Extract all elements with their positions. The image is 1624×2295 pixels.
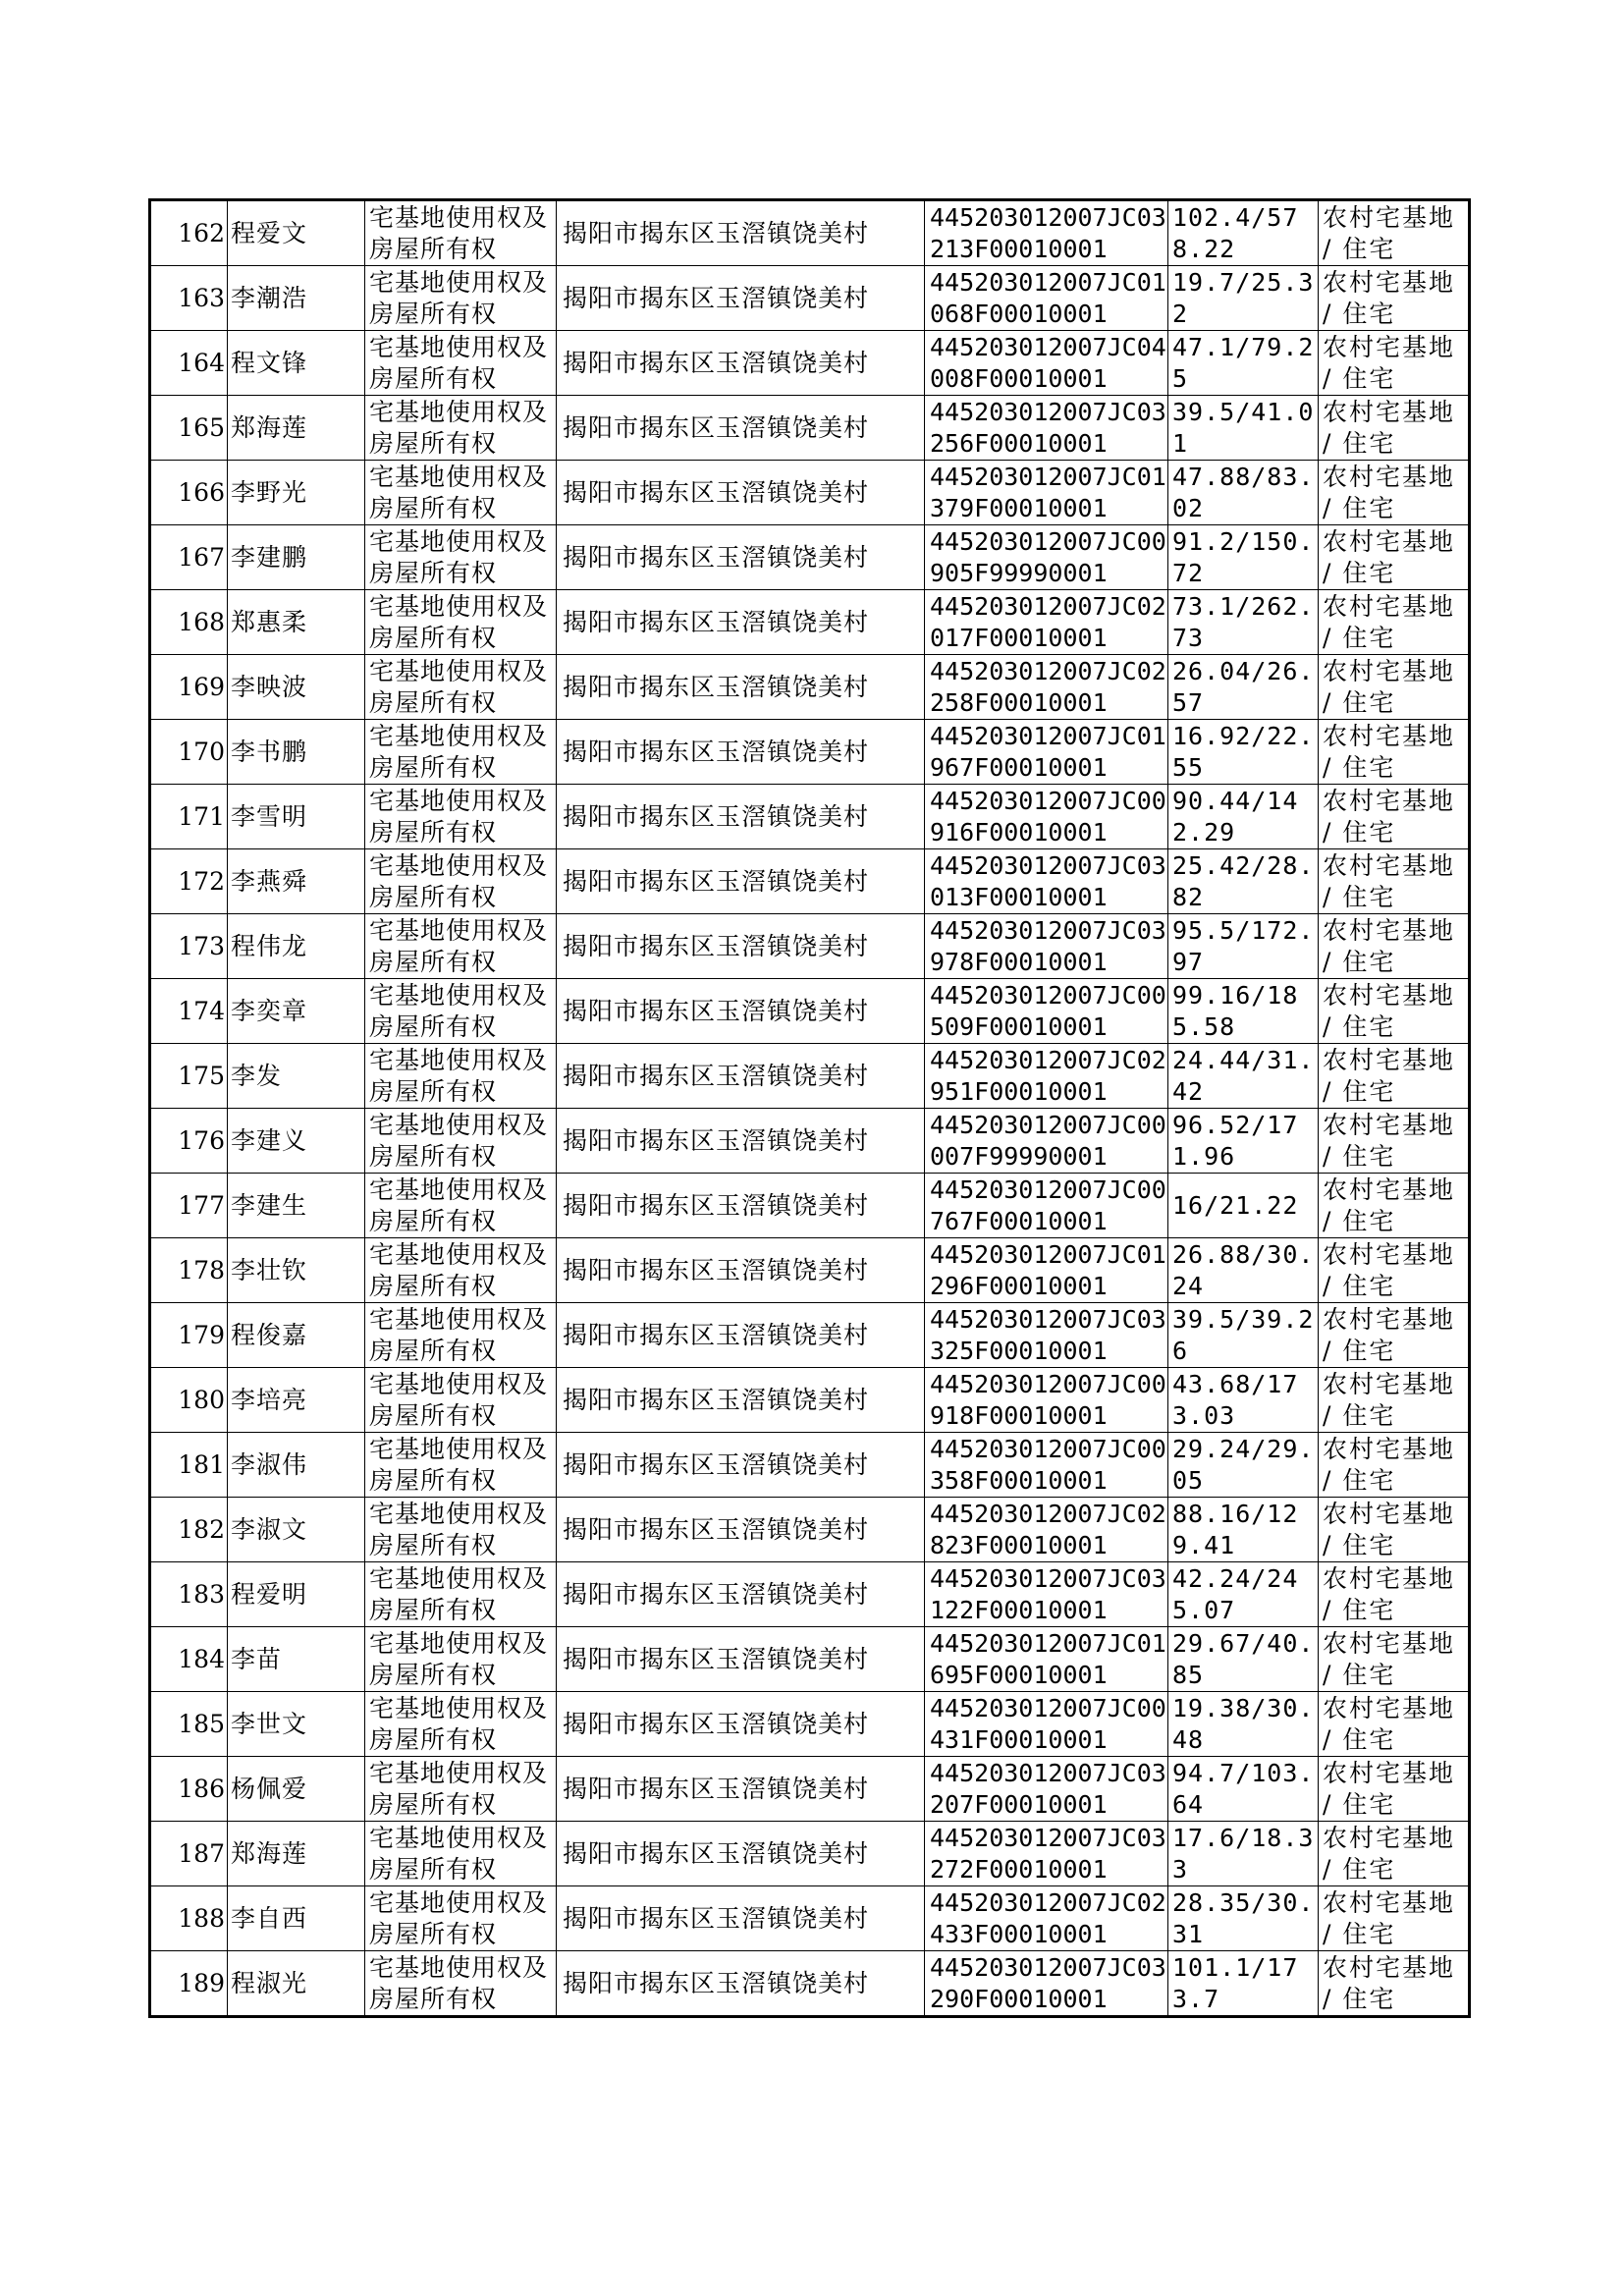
table-row [150, 1498, 1470, 1562]
owner-name-cell: 李培亮 [228, 1368, 365, 1433]
unit-code-cell: 445203012007JC03978F00010001 [925, 914, 1168, 979]
unit-code-cell: 445203012007JC03256F00010001 [925, 396, 1168, 461]
right-type-cell: 宅基地使用权及房屋所有权 [365, 785, 557, 849]
right-type-cell: 宅基地使用权及房屋所有权 [365, 1886, 557, 1951]
land-use-cell: 农村宅基地 / 住宅 [1319, 1044, 1470, 1109]
unit-code-cell: 445203012007JC02823F00010001 [925, 1498, 1168, 1562]
row-number-cell: 162 [150, 200, 228, 266]
table-row [150, 849, 1470, 914]
right-type-cell: 宅基地使用权及房屋所有权 [365, 266, 557, 331]
owner-name-cell: 李自西 [228, 1886, 365, 1951]
land-use-cell: 农村宅基地 / 住宅 [1319, 331, 1470, 396]
right-type-cell: 宅基地使用权及房屋所有权 [365, 461, 557, 525]
right-type-cell: 宅基地使用权及房屋所有权 [365, 1303, 557, 1368]
land-use-cell: 农村宅基地 / 住宅 [1319, 266, 1470, 331]
area-value-cell: 90.44/142.29 [1168, 785, 1319, 849]
area-value-cell: 25.42/28.82 [1168, 849, 1319, 914]
row-number-cell: 166 [150, 461, 228, 525]
owner-name-cell: 程俊嘉 [228, 1303, 365, 1368]
owner-name-cell: 李壮钦 [228, 1238, 365, 1303]
property-location-cell: 揭阳市揭东区玉滘镇饶美村 [557, 266, 925, 331]
row-number-cell: 189 [150, 1951, 228, 2017]
property-location-cell: 揭阳市揭东区玉滘镇饶美村 [557, 1822, 925, 1886]
unit-code-cell: 445203012007JC02258F00010001 [925, 655, 1168, 720]
right-type-cell: 宅基地使用权及房屋所有权 [365, 720, 557, 785]
land-use-cell: 农村宅基地 / 住宅 [1319, 1692, 1470, 1757]
land-use-cell: 农村宅基地 / 住宅 [1319, 1562, 1470, 1627]
row-number-cell: 183 [150, 1562, 228, 1627]
right-type-cell: 宅基地使用权及房屋所有权 [365, 525, 557, 590]
area-value-cell: 47.88/83.02 [1168, 461, 1319, 525]
unit-code-cell: 445203012007JC02017F00010001 [925, 590, 1168, 655]
table-row [150, 266, 1470, 331]
land-use-cell: 农村宅基地 / 住宅 [1319, 1822, 1470, 1886]
table-row [150, 1951, 1470, 2017]
land-use-cell: 农村宅基地 / 住宅 [1319, 525, 1470, 590]
table-row [150, 396, 1470, 461]
table-row [150, 785, 1470, 849]
area-value-cell: 16/21.22 [1168, 1174, 1319, 1238]
right-type-cell: 宅基地使用权及房屋所有权 [365, 1627, 557, 1692]
registry-table-body [150, 200, 1470, 2017]
area-value-cell: 29.67/40.85 [1168, 1627, 1319, 1692]
row-number-cell: 184 [150, 1627, 228, 1692]
unit-code-cell: 445203012007JC03207F00010001 [925, 1757, 1168, 1822]
land-use-cell: 农村宅基地 / 住宅 [1319, 461, 1470, 525]
property-location-cell: 揭阳市揭东区玉滘镇饶美村 [557, 1238, 925, 1303]
unit-code-cell: 445203012007JC00007F99990001 [925, 1109, 1168, 1174]
property-location-cell: 揭阳市揭东区玉滘镇饶美村 [557, 1886, 925, 1951]
property-location-cell: 揭阳市揭东区玉滘镇饶美村 [557, 396, 925, 461]
row-number-cell: 171 [150, 785, 228, 849]
area-value-cell: 94.7/103.64 [1168, 1757, 1319, 1822]
right-type-cell: 宅基地使用权及房屋所有权 [365, 1757, 557, 1822]
property-location-cell: 揭阳市揭东区玉滘镇饶美村 [557, 914, 925, 979]
owner-name-cell: 李燕舜 [228, 849, 365, 914]
row-number-cell: 179 [150, 1303, 228, 1368]
unit-code-cell: 445203012007JC00431F00010001 [925, 1692, 1168, 1757]
property-location-cell: 揭阳市揭东区玉滘镇饶美村 [557, 331, 925, 396]
right-type-cell: 宅基地使用权及房屋所有权 [365, 200, 557, 266]
table-row [150, 1433, 1470, 1498]
property-location-cell: 揭阳市揭东区玉滘镇饶美村 [557, 1303, 925, 1368]
land-use-cell: 农村宅基地 / 住宅 [1319, 590, 1470, 655]
table-row [150, 914, 1470, 979]
right-type-cell: 宅基地使用权及房屋所有权 [365, 396, 557, 461]
area-value-cell: 73.1/262.73 [1168, 590, 1319, 655]
unit-code-cell: 445203012007JC03272F00010001 [925, 1822, 1168, 1886]
area-value-cell: 91.2/150.72 [1168, 525, 1319, 590]
table-row [150, 525, 1470, 590]
row-number-cell: 175 [150, 1044, 228, 1109]
row-number-cell: 180 [150, 1368, 228, 1433]
unit-code-cell: 445203012007JC02951F00010001 [925, 1044, 1168, 1109]
land-use-cell: 农村宅基地 / 住宅 [1319, 720, 1470, 785]
row-number-cell: 165 [150, 396, 228, 461]
row-number-cell: 187 [150, 1822, 228, 1886]
owner-name-cell: 程文锋 [228, 331, 365, 396]
right-type-cell: 宅基地使用权及房屋所有权 [365, 1174, 557, 1238]
land-use-cell: 农村宅基地 / 住宅 [1319, 396, 1470, 461]
land-use-cell: 农村宅基地 / 住宅 [1319, 200, 1470, 266]
right-type-cell: 宅基地使用权及房屋所有权 [365, 979, 557, 1044]
row-number-cell: 176 [150, 1109, 228, 1174]
owner-name-cell: 杨佩爱 [228, 1757, 365, 1822]
property-location-cell: 揭阳市揭东区玉滘镇饶美村 [557, 1368, 925, 1433]
property-location-cell: 揭阳市揭东区玉滘镇饶美村 [557, 1433, 925, 1498]
area-value-cell: 88.16/129.41 [1168, 1498, 1319, 1562]
property-location-cell: 揭阳市揭东区玉滘镇饶美村 [557, 1174, 925, 1238]
owner-name-cell: 李潮浩 [228, 266, 365, 331]
row-number-cell: 164 [150, 331, 228, 396]
registry-table [148, 198, 1471, 2018]
area-value-cell: 26.88/30.24 [1168, 1238, 1319, 1303]
property-location-cell: 揭阳市揭东区玉滘镇饶美村 [557, 590, 925, 655]
row-number-cell: 168 [150, 590, 228, 655]
land-use-cell: 农村宅基地 / 住宅 [1319, 655, 1470, 720]
row-number-cell: 181 [150, 1433, 228, 1498]
table-row [150, 590, 1470, 655]
row-number-cell: 177 [150, 1174, 228, 1238]
area-value-cell: 29.24/29.05 [1168, 1433, 1319, 1498]
right-type-cell: 宅基地使用权及房屋所有权 [365, 1368, 557, 1433]
row-number-cell: 185 [150, 1692, 228, 1757]
table-row [150, 1757, 1470, 1822]
table-row [150, 1822, 1470, 1886]
property-location-cell: 揭阳市揭东区玉滘镇饶美村 [557, 1562, 925, 1627]
area-value-cell: 39.5/41.01 [1168, 396, 1319, 461]
right-type-cell: 宅基地使用权及房屋所有权 [365, 1498, 557, 1562]
owner-name-cell: 李世文 [228, 1692, 365, 1757]
property-location-cell: 揭阳市揭东区玉滘镇饶美村 [557, 785, 925, 849]
owner-name-cell: 李淑文 [228, 1498, 365, 1562]
area-value-cell: 16.92/22.55 [1168, 720, 1319, 785]
right-type-cell: 宅基地使用权及房屋所有权 [365, 1951, 557, 2017]
right-type-cell: 宅基地使用权及房屋所有权 [365, 1433, 557, 1498]
unit-code-cell: 445203012007JC01967F00010001 [925, 720, 1168, 785]
land-use-cell: 农村宅基地 / 住宅 [1319, 979, 1470, 1044]
area-value-cell: 42.24/245.07 [1168, 1562, 1319, 1627]
row-number-cell: 172 [150, 849, 228, 914]
area-value-cell: 26.04/26.57 [1168, 655, 1319, 720]
property-location-cell: 揭阳市揭东区玉滘镇饶美村 [557, 1498, 925, 1562]
unit-code-cell: 445203012007JC00918F00010001 [925, 1368, 1168, 1433]
unit-code-cell: 445203012007JC03290F00010001 [925, 1951, 1168, 2017]
row-number-cell: 182 [150, 1498, 228, 1562]
table-row [150, 1692, 1470, 1757]
right-type-cell: 宅基地使用权及房屋所有权 [365, 1109, 557, 1174]
unit-code-cell: 445203012007JC01068F00010001 [925, 266, 1168, 331]
row-number-cell: 167 [150, 525, 228, 590]
owner-name-cell: 李苗 [228, 1627, 365, 1692]
unit-code-cell: 445203012007JC03213F00010001 [925, 200, 1168, 266]
owner-name-cell: 郑惠柔 [228, 590, 365, 655]
land-use-cell: 农村宅基地 / 住宅 [1319, 1433, 1470, 1498]
unit-code-cell: 445203012007JC03122F00010001 [925, 1562, 1168, 1627]
owner-name-cell: 李映波 [228, 655, 365, 720]
table-row [150, 1368, 1470, 1433]
table-row [150, 979, 1470, 1044]
area-value-cell: 47.1/79.25 [1168, 331, 1319, 396]
land-use-cell: 农村宅基地 / 住宅 [1319, 914, 1470, 979]
unit-code-cell: 445203012007JC01695F00010001 [925, 1627, 1168, 1692]
row-number-cell: 188 [150, 1886, 228, 1951]
land-use-cell: 农村宅基地 / 住宅 [1319, 849, 1470, 914]
land-use-cell: 农村宅基地 / 住宅 [1319, 1498, 1470, 1562]
property-location-cell: 揭阳市揭东区玉滘镇饶美村 [557, 1627, 925, 1692]
unit-code-cell: 445203012007JC01379F00010001 [925, 461, 1168, 525]
table-row [150, 1174, 1470, 1238]
owner-name-cell: 李建鹏 [228, 525, 365, 590]
table-row [150, 1238, 1470, 1303]
area-value-cell: 24.44/31.42 [1168, 1044, 1319, 1109]
owner-name-cell: 程爱明 [228, 1562, 365, 1627]
right-type-cell: 宅基地使用权及房屋所有权 [365, 1238, 557, 1303]
unit-code-cell: 445203012007JC02433F00010001 [925, 1886, 1168, 1951]
property-location-cell: 揭阳市揭东区玉滘镇饶美村 [557, 655, 925, 720]
land-use-cell: 农村宅基地 / 住宅 [1319, 1886, 1470, 1951]
owner-name-cell: 郑海莲 [228, 396, 365, 461]
unit-code-cell: 445203012007JC03325F00010001 [925, 1303, 1168, 1368]
property-location-cell: 揭阳市揭东区玉滘镇饶美村 [557, 1757, 925, 1822]
right-type-cell: 宅基地使用权及房屋所有权 [365, 655, 557, 720]
right-type-cell: 宅基地使用权及房屋所有权 [365, 1044, 557, 1109]
property-location-cell: 揭阳市揭东区玉滘镇饶美村 [557, 720, 925, 785]
land-use-cell: 农村宅基地 / 住宅 [1319, 1174, 1470, 1238]
unit-code-cell: 445203012007JC04008F00010001 [925, 331, 1168, 396]
unit-code-cell: 445203012007JC00905F99990001 [925, 525, 1168, 590]
area-value-cell: 19.7/25.32 [1168, 266, 1319, 331]
row-number-cell: 174 [150, 979, 228, 1044]
right-type-cell: 宅基地使用权及房屋所有权 [365, 1562, 557, 1627]
right-type-cell: 宅基地使用权及房屋所有权 [365, 1692, 557, 1757]
owner-name-cell: 李发 [228, 1044, 365, 1109]
row-number-cell: 163 [150, 266, 228, 331]
unit-code-cell: 445203012007JC00358F00010001 [925, 1433, 1168, 1498]
owner-name-cell: 李书鹏 [228, 720, 365, 785]
unit-code-cell: 445203012007JC01296F00010001 [925, 1238, 1168, 1303]
unit-code-cell: 445203012007JC03013F00010001 [925, 849, 1168, 914]
table-row [150, 1562, 1470, 1627]
area-value-cell: 28.35/30.31 [1168, 1886, 1319, 1951]
right-type-cell: 宅基地使用权及房屋所有权 [365, 914, 557, 979]
property-location-cell: 揭阳市揭东区玉滘镇饶美村 [557, 1951, 925, 2017]
land-use-cell: 农村宅基地 / 住宅 [1319, 1368, 1470, 1433]
row-number-cell: 173 [150, 914, 228, 979]
area-value-cell: 102.4/578.22 [1168, 200, 1319, 266]
owner-name-cell: 李奕章 [228, 979, 365, 1044]
row-number-cell: 169 [150, 655, 228, 720]
right-type-cell: 宅基地使用权及房屋所有权 [365, 1822, 557, 1886]
owner-name-cell: 李建义 [228, 1109, 365, 1174]
area-value-cell: 95.5/172.97 [1168, 914, 1319, 979]
unit-code-cell: 445203012007JC00509F00010001 [925, 979, 1168, 1044]
table-row [150, 1044, 1470, 1109]
owner-name-cell: 郑海莲 [228, 1822, 365, 1886]
table-row [150, 200, 1470, 266]
unit-code-cell: 445203012007JC00916F00010001 [925, 785, 1168, 849]
land-use-cell: 农村宅基地 / 住宅 [1319, 1109, 1470, 1174]
owner-name-cell: 李建生 [228, 1174, 365, 1238]
row-number-cell: 186 [150, 1757, 228, 1822]
land-use-cell: 农村宅基地 / 住宅 [1319, 1951, 1470, 2017]
property-location-cell: 揭阳市揭东区玉滘镇饶美村 [557, 525, 925, 590]
property-location-cell: 揭阳市揭东区玉滘镇饶美村 [557, 979, 925, 1044]
area-value-cell: 19.38/30.48 [1168, 1692, 1319, 1757]
owner-name-cell: 程淑光 [228, 1951, 365, 2017]
property-location-cell: 揭阳市揭东区玉滘镇饶美村 [557, 1044, 925, 1109]
table-row [150, 1303, 1470, 1368]
table-row [150, 1627, 1470, 1692]
land-use-cell: 农村宅基地 / 住宅 [1319, 1757, 1470, 1822]
area-value-cell: 101.1/173.7 [1168, 1951, 1319, 2017]
land-use-cell: 农村宅基地 / 住宅 [1319, 1627, 1470, 1692]
row-number-cell: 178 [150, 1238, 228, 1303]
right-type-cell: 宅基地使用权及房屋所有权 [365, 590, 557, 655]
owner-name-cell: 李淑伟 [228, 1433, 365, 1498]
property-location-cell: 揭阳市揭东区玉滘镇饶美村 [557, 1692, 925, 1757]
land-use-cell: 农村宅基地 / 住宅 [1319, 1303, 1470, 1368]
table-row [150, 1886, 1470, 1951]
property-location-cell: 揭阳市揭东区玉滘镇饶美村 [557, 1109, 925, 1174]
right-type-cell: 宅基地使用权及房屋所有权 [365, 849, 557, 914]
owner-name-cell: 程伟龙 [228, 914, 365, 979]
unit-code-cell: 445203012007JC00767F00010001 [925, 1174, 1168, 1238]
property-location-cell: 揭阳市揭东区玉滘镇饶美村 [557, 461, 925, 525]
owner-name-cell: 李野光 [228, 461, 365, 525]
table-row [150, 655, 1470, 720]
area-value-cell: 39.5/39.26 [1168, 1303, 1319, 1368]
owner-name-cell: 程爱文 [228, 200, 365, 266]
area-value-cell: 99.16/185.58 [1168, 979, 1319, 1044]
area-value-cell: 17.6/18.33 [1168, 1822, 1319, 1886]
right-type-cell: 宅基地使用权及房屋所有权 [365, 331, 557, 396]
property-location-cell: 揭阳市揭东区玉滘镇饶美村 [557, 849, 925, 914]
area-value-cell: 96.52/171.96 [1168, 1109, 1319, 1174]
area-value-cell: 43.68/173.03 [1168, 1368, 1319, 1433]
land-use-cell: 农村宅基地 / 住宅 [1319, 1238, 1470, 1303]
property-location-cell: 揭阳市揭东区玉滘镇饶美村 [557, 200, 925, 266]
owner-name-cell: 李雪明 [228, 785, 365, 849]
land-use-cell: 农村宅基地 / 住宅 [1319, 785, 1470, 849]
table-row [150, 1109, 1470, 1174]
row-number-cell: 170 [150, 720, 228, 785]
table-row [150, 720, 1470, 785]
table-row [150, 461, 1470, 525]
table-row [150, 331, 1470, 396]
